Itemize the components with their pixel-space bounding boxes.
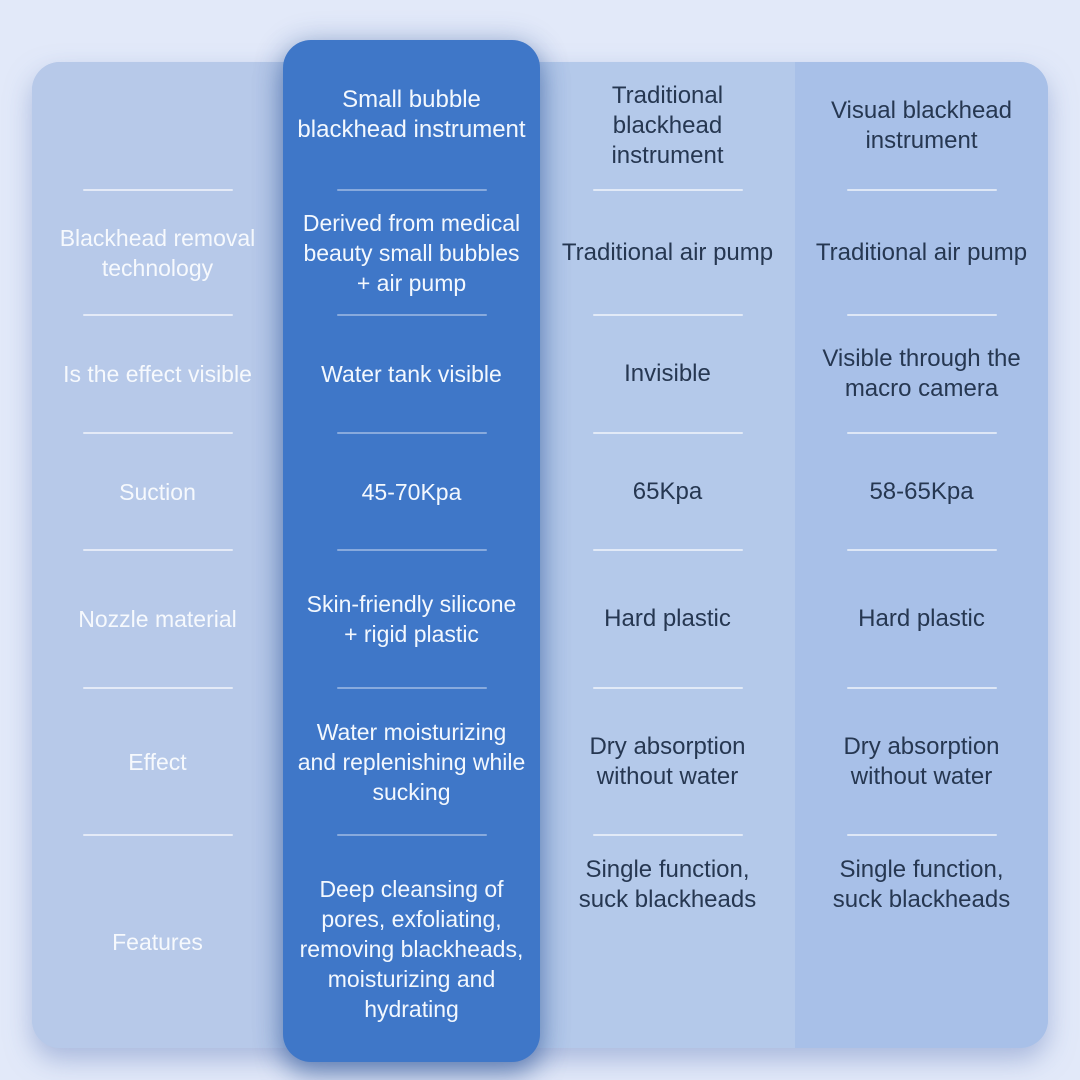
row-divider (593, 314, 743, 316)
cell-small-bubble-effect: Water moisturizing and replenishing while sucking (297, 718, 526, 805)
cell-visual-features: Single function, suck blackheads (832, 856, 1011, 913)
row-divider (847, 687, 997, 689)
row-label-features: Features (112, 928, 203, 955)
row-label-effect-visible: Is the effect visible (63, 361, 252, 387)
column-header-traditional: Traditional blackhead instrument (611, 82, 724, 169)
product-column-visual (795, 62, 1048, 1048)
row-divider (337, 687, 487, 689)
row-divider (593, 189, 743, 191)
row-divider (847, 834, 997, 836)
row-divider (847, 189, 997, 191)
row-divider (593, 432, 743, 434)
row-divider (337, 432, 487, 434)
cell-small-bubble-suction: 45-70Kpa (361, 478, 462, 505)
product-column-small-bubble (283, 40, 540, 1062)
row-divider (83, 549, 233, 551)
column-header-visual: Visual blackhead instrument (830, 97, 1013, 154)
row-divider (337, 189, 487, 191)
cell-traditional-technology: Traditional air pump (561, 238, 774, 266)
cell-visual-visibility: Visible through the macro camera (822, 345, 1021, 402)
row-label-effect: Effect (128, 748, 187, 775)
cell-visual-technology: Traditional air pump (815, 238, 1028, 266)
row-divider (847, 314, 997, 316)
column-header-small-bubble: Small bubble blackhead instrument (297, 86, 526, 143)
cell-traditional-effect: Dry absorption without water (589, 732, 746, 790)
cell-small-bubble-visibility: Water tank visible (321, 361, 502, 387)
row-divider (83, 432, 233, 434)
cell-visual-suction: 58-65Kpa (869, 477, 974, 505)
row-divider (847, 549, 997, 551)
row-divider (83, 834, 233, 836)
row-label-nozzle-material: Nozzle material (78, 606, 237, 632)
cell-visual-effect: Dry absorption without water (843, 732, 1000, 790)
row-divider (83, 314, 233, 316)
cell-visual-nozzle: Hard plastic (858, 605, 985, 632)
row-divider (847, 432, 997, 434)
row-divider (593, 549, 743, 551)
row-divider (337, 549, 487, 551)
row-divider (83, 189, 233, 191)
cell-traditional-nozzle: Hard plastic (604, 605, 731, 632)
product-column-traditional (540, 62, 795, 1048)
row-label-blackhead-technology: Blackhead removal technology (59, 224, 256, 281)
cell-small-bubble-features: Deep cleansing of pores, exfoliating, removing blackheads, moisturizing and hydrating (299, 875, 524, 1022)
row-divider (337, 314, 487, 316)
cell-traditional-suction: 65Kpa (632, 477, 703, 505)
label-column (32, 62, 283, 1048)
row-divider (337, 834, 487, 836)
cell-small-bubble-technology: Derived from medical beauty small bubbles + air pump (302, 209, 521, 296)
cell-traditional-visibility: Invisible (624, 360, 711, 387)
cell-traditional-features: Single function, suck blackheads (578, 856, 757, 913)
row-divider (593, 834, 743, 836)
row-label-suction: Suction (119, 478, 196, 505)
cell-small-bubble-nozzle: Skin-friendly silicone + rigid plastic (306, 591, 517, 647)
row-divider (83, 687, 233, 689)
row-divider (593, 687, 743, 689)
